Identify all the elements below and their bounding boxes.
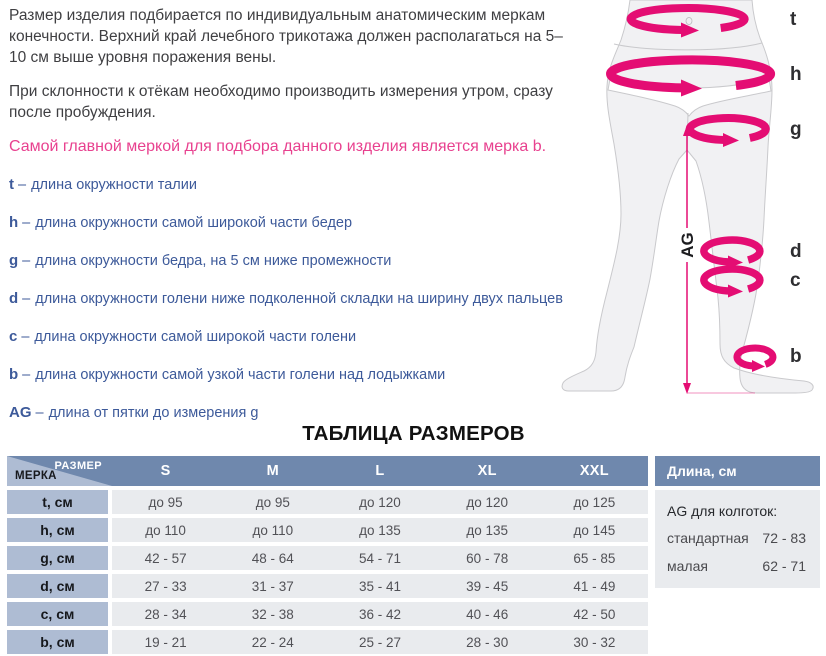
length-panel: [655, 456, 820, 588]
size-cell: 40 - 46: [434, 602, 541, 626]
size-cell: 48 - 64: [219, 546, 326, 570]
size-table: [7, 456, 648, 654]
ag-line-label: AG: [678, 232, 697, 258]
corner-measure-label: МЕРКА: [15, 470, 57, 482]
diagram-label-t: t: [790, 9, 797, 30]
row-label-cell: c, см: [7, 602, 112, 626]
measure-letter: g: [9, 252, 19, 269]
measure-item: [9, 366, 621, 384]
size-cell: 41 - 49: [541, 574, 648, 598]
size-cell: 39 - 45: [434, 574, 541, 598]
size-cell: до 110: [219, 518, 326, 542]
size-cell: до 135: [326, 518, 433, 542]
size-cell: 36 - 42: [326, 602, 433, 626]
size-cell: 65 - 85: [541, 546, 648, 570]
size-cell: до 135: [434, 518, 541, 542]
size-cell: 60 - 78: [434, 546, 541, 570]
size-cell: 30 - 32: [541, 630, 648, 654]
measure-letter: t: [9, 176, 14, 193]
length-panel-header: Длина, см: [655, 456, 820, 486]
size-cell: 19 - 21: [112, 630, 219, 654]
measure-separator: –: [22, 367, 31, 383]
length-row-label: малая: [667, 558, 708, 574]
measure-letter: c: [9, 328, 18, 345]
ag-arrow-down-icon: [683, 383, 691, 394]
diagram-label-h: h: [790, 64, 802, 85]
length-row: [667, 524, 806, 552]
measure-separator: –: [22, 291, 31, 307]
ankle-arrowhead-icon: [752, 360, 765, 372]
size-cell: до 95: [219, 490, 326, 514]
measure-separator: –: [22, 215, 31, 231]
measure-letter: AG: [9, 404, 32, 421]
intro-text-column: [9, 5, 621, 442]
measure-item: [9, 290, 621, 308]
size-cell: 42 - 50: [541, 602, 648, 626]
key-measure-note: Самой главной меркой для подбора данного изделия является мерка b.: [9, 138, 547, 155]
size-cell: 27 - 33: [112, 574, 219, 598]
measure-separator: –: [22, 253, 31, 269]
size-cell: 31 - 37: [219, 574, 326, 598]
size-cell: 35 - 41: [326, 574, 433, 598]
measure-item: [9, 404, 621, 422]
size-header-xxl: XXL: [541, 456, 648, 486]
size-cell: 28 - 34: [112, 602, 219, 626]
size-cell: 22 - 24: [219, 630, 326, 654]
measure-separator: –: [21, 329, 30, 345]
corner-cell: [7, 456, 112, 486]
size-cell: до 125: [541, 490, 648, 514]
size-table-title: ТАБЛИЦА РАЗМЕРОВ: [302, 422, 525, 445]
size-cell: до 120: [434, 490, 541, 514]
length-row-value: 72 - 83: [762, 530, 806, 546]
size-cell: до 120: [326, 490, 433, 514]
row-label-cell: b, см: [7, 630, 112, 654]
size-cell: до 145: [541, 518, 648, 542]
diagram-label-d: d: [790, 241, 802, 262]
size-cell: 28 - 30: [434, 630, 541, 654]
measure-item: [9, 176, 621, 194]
leg-measurement-diagram: [550, 0, 826, 420]
measure-description: длина окружности самой широкой части голени: [34, 329, 357, 345]
measurement-list: [9, 176, 621, 422]
measure-description: длина окружности голени ниже подколенной складки на ширину двух пальцев: [35, 291, 563, 307]
size-header-m: M: [219, 456, 326, 486]
size-cell: до 110: [112, 518, 219, 542]
measure-description: длина окружности самой узкой части голени над лодыжками: [35, 367, 446, 383]
measure-item: [9, 252, 621, 270]
corner-size-label: РАЗМЕР: [54, 460, 102, 472]
size-header-l: L: [326, 456, 433, 486]
measure-description: длина от пятки до измерения g: [48, 405, 259, 421]
size-header-xl: XL: [434, 456, 541, 486]
size-cell: 54 - 71: [326, 546, 433, 570]
measure-letter: d: [9, 290, 19, 307]
size-cell: 32 - 38: [219, 602, 326, 626]
intro-paragraph: При склонности к отёкам необходимо производить измерения утром, сразу после пробуждения.: [9, 83, 553, 121]
measure-description: длина окружности самой широкой части бедер: [35, 215, 353, 231]
length-row-label: стандартная: [667, 530, 749, 546]
size-header-s: S: [112, 456, 219, 486]
length-row: [667, 552, 806, 580]
intro-paragraph: Размер изделия подбирается по индивидуальным анатомическим меркам конечности. Верхний край лечебного трикотажа должен располагаться на 5–10 см выше уровня поражения вены.: [9, 7, 563, 66]
row-label-cell: t, см: [7, 490, 112, 514]
size-tables-section: [7, 456, 820, 654]
measure-description: длина окружности талии: [31, 177, 197, 193]
length-panel-body: [655, 490, 820, 588]
row-label-cell: h, см: [7, 518, 112, 542]
measure-letter: h: [9, 214, 19, 231]
length-row-value: 62 - 71: [762, 558, 806, 574]
measure-item: [9, 328, 621, 346]
measure-description: длина окружности бедра, на 5 см ниже промежности: [35, 253, 392, 269]
row-label-cell: d, см: [7, 574, 112, 598]
measure-separator: –: [35, 405, 44, 421]
diagram-label-b: b: [790, 346, 802, 367]
size-cell: 25 - 27: [326, 630, 433, 654]
size-cell: 42 - 57: [112, 546, 219, 570]
measure-letter: b: [9, 366, 19, 383]
navel: [686, 18, 692, 25]
diagram-label-c: c: [790, 270, 801, 291]
measure-separator: –: [18, 177, 27, 193]
length-note: AG для колготок:: [667, 502, 778, 519]
row-label-cell: g, см: [7, 546, 112, 570]
measure-item: [9, 214, 621, 232]
diagram-label-g: g: [790, 119, 802, 140]
size-cell: до 95: [112, 490, 219, 514]
